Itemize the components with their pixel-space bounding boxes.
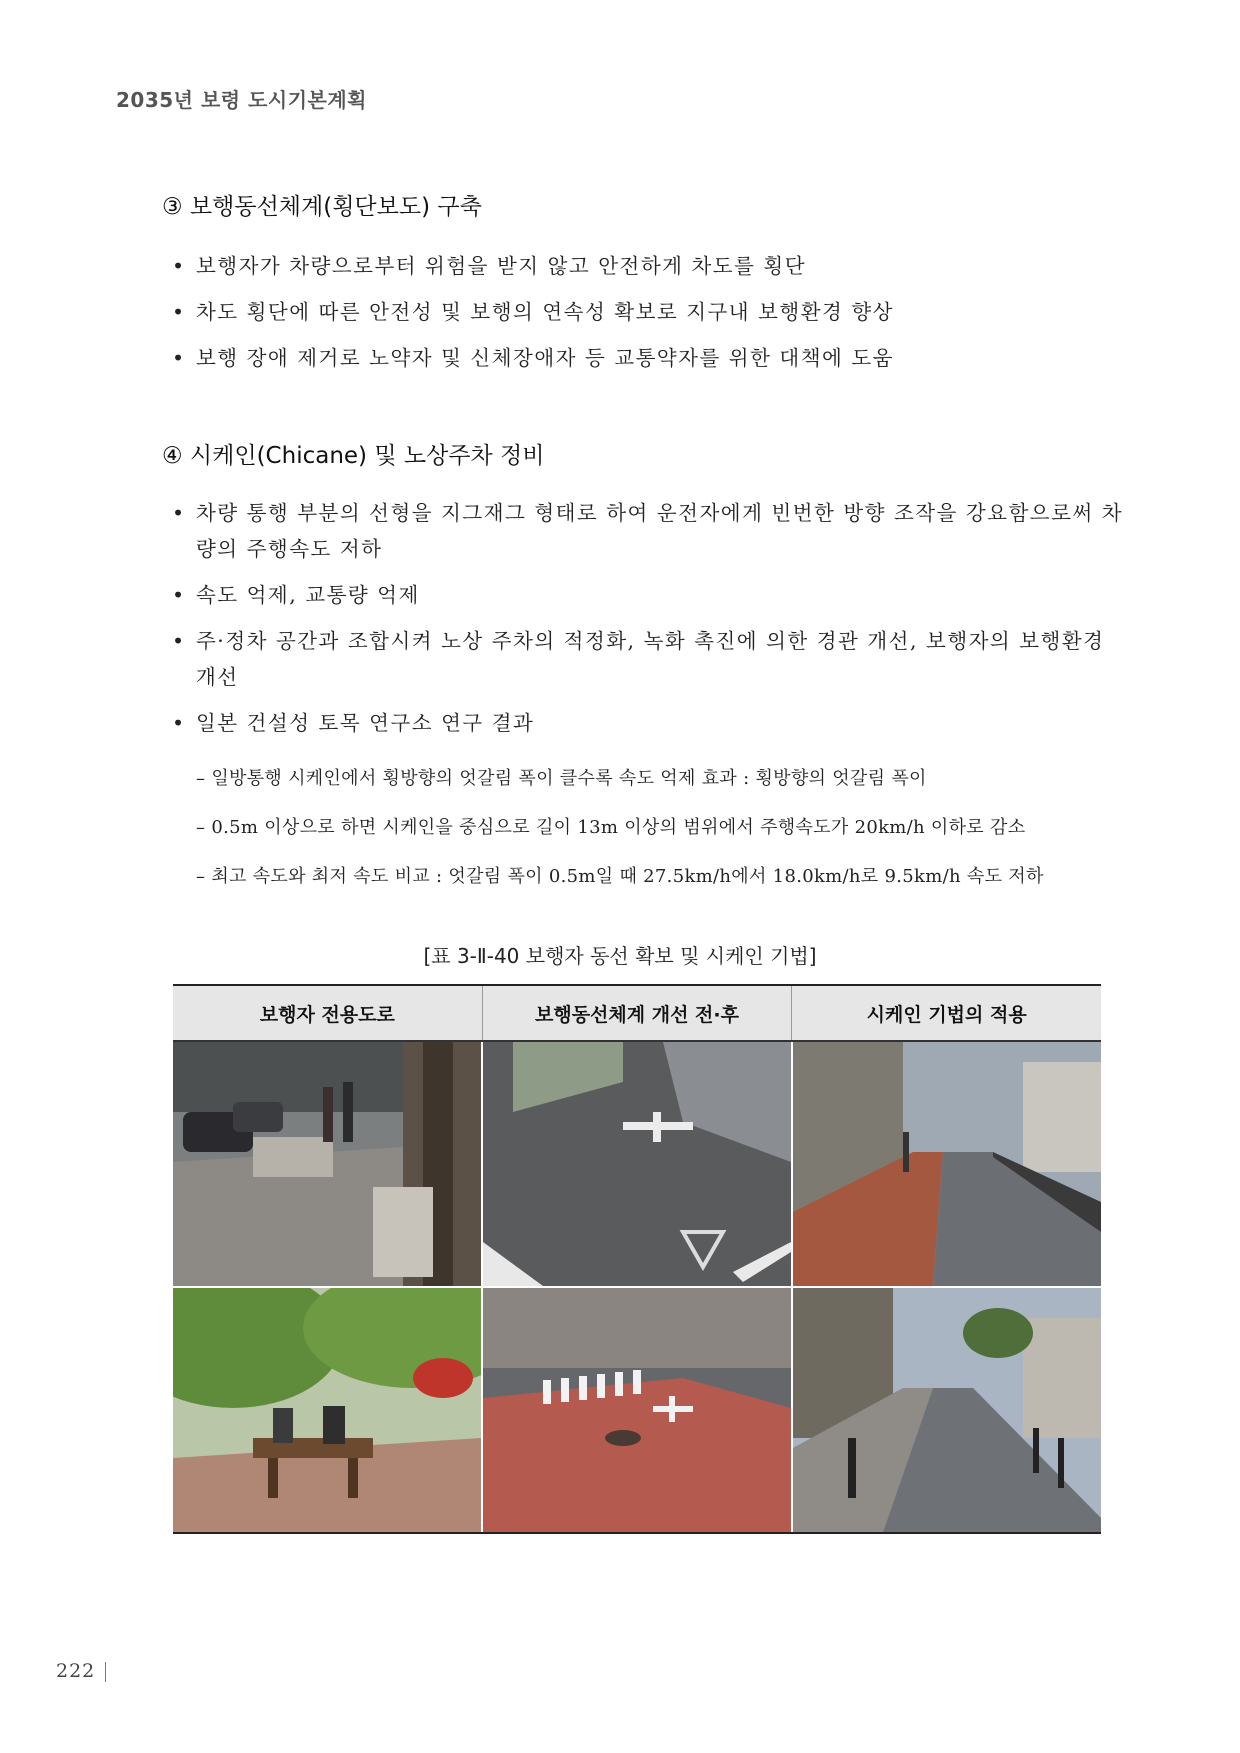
photo-row [173,1286,1101,1532]
column-header: 보행자 전용도로 [173,986,483,1040]
figure-caption: [표 3-Ⅱ-40 보행자 동선 확보 및 시케인 기법] [423,944,817,968]
page-number: 222 [56,1660,96,1682]
bullet-item: • 일본 건설성 토목 연구소 연구 결과 [172,705,1132,741]
sub-item: – 0.5m 이상으로 하면 시케인을 중심으로 길이 13m 이상의 범위에서 주행속도가 20km/h 이하로 감소 [196,817,1026,838]
photo-pedestrian-street [173,1042,483,1286]
column-header: 보행동선체계 개선 전·후 [483,986,793,1040]
bullet-item: • 보행 장애 제거로 노약자 및 신체장애자 등 교통약자를 위한 대책에 도움 [172,340,1132,376]
running-header: 2035년 보령 도시기본계획 [116,88,367,112]
bullet-item: • 차도 횡단에 따른 안전성 및 보행의 연속성 확보로 지구내 보행환경 향상 [172,294,1132,330]
bullet-item: • 주·정차 공간과 조합시켜 노상 주차의 적정화, 녹화 촉진에 의한 경관 개선, 보행자의 보행환경 개선 [172,623,1132,695]
bullet-item: • 보행자가 차량으로부터 위험을 받지 않고 안전하게 차도를 횡단 [172,248,1132,284]
section-3-heading: ③ 보행동선체계(횡단보도) 구축 [162,194,482,220]
bullet-item: • 속도 억제, 교통량 억제 [172,577,1132,613]
figure-header-row [173,986,1101,1042]
photo-crosswalk-after [483,1288,793,1532]
sub-item: – 최고 속도와 최저 속도 비교 : 엇갈림 폭이 0.5m일 때 27.5km/h에서 18.0km/h로 9.5km/h 속도 저하 [196,866,1044,887]
footer-separator [105,1662,106,1682]
photo-chicane-street [793,1288,1101,1532]
bullet-item: • 차량 통행 부분의 선형을 지그재그 형태로 하여 운전자에게 빈번한 방향 조작을 강요함으로써 차량의 주행속도 저하 [172,495,1132,567]
photo-chicane-applied [793,1042,1101,1286]
photo-row [173,1042,1101,1286]
section-4-bullets [172,495,1132,751]
section-4-heading: ④ 시케인(Chicane) 및 노상주차 정비 [162,443,545,469]
photo-crosswalk-before [483,1042,793,1286]
figure-table [173,984,1101,1534]
photo-pedestrian-plaza [173,1288,483,1532]
section-3-bullets [172,248,1132,386]
page-footer [56,1660,106,1682]
sub-item: – 일방통행 시케인에서 횡방향의 엇갈림 폭이 클수록 속도 억제 효과 : 횡방향의 엇갈림 폭이 [196,768,927,789]
column-header: 시케인 기법의 적용 [866,1003,1027,1026]
